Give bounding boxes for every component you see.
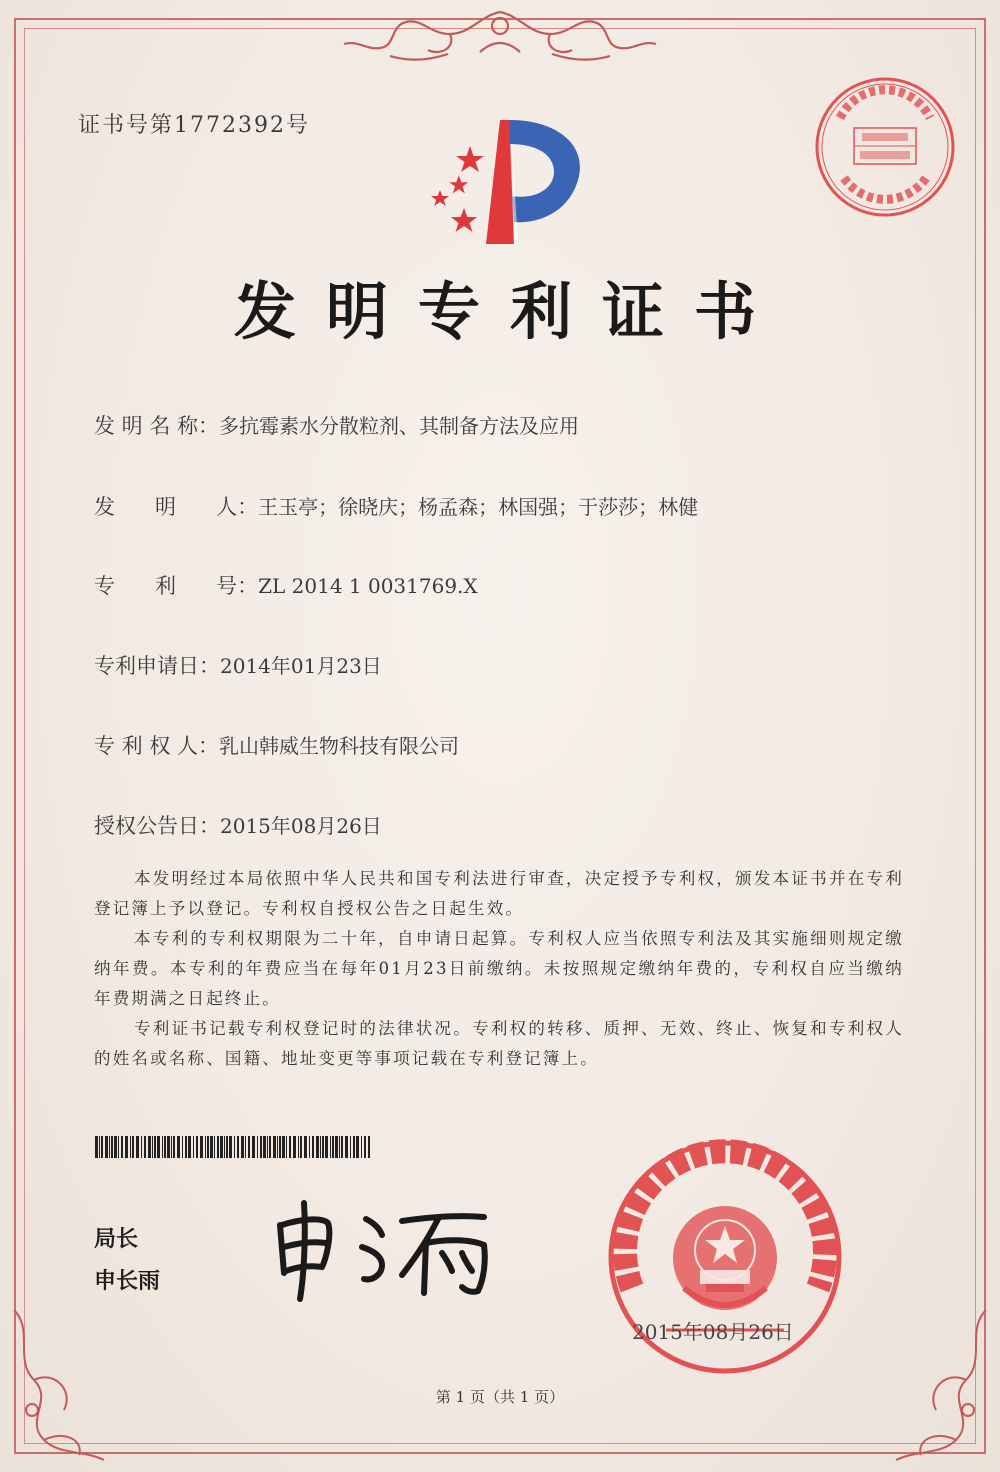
field-filing-date (94, 650, 382, 680)
field-patentee (94, 730, 459, 760)
corner-ornament-icon (886, 1300, 996, 1470)
stamp-date: 2015年08月26日 (632, 1320, 794, 1344)
patent-office-logo-icon (418, 116, 598, 251)
signature-icon (270, 1195, 510, 1305)
field-patent-number (94, 570, 478, 600)
patent-number-label: 专 利 号： (94, 574, 259, 598)
director-title: 局长 (94, 1227, 139, 1252)
tax-stamp-seal-icon (812, 74, 958, 220)
invention-name-value: 多抗霉素水分散粒剂、其制备方法及应用 (219, 414, 580, 438)
invention-name-label: 发 明 名 称： (94, 414, 220, 438)
patentee-label: 专 利 权 人： (94, 734, 220, 758)
field-inventors (94, 491, 698, 521)
barcode-icon (95, 1136, 370, 1158)
patentee-value: 乳山韩威生物科技有限公司 (219, 734, 460, 758)
grant-date-value: 2015年08月26日 (220, 814, 382, 838)
filing-date-value: 2014年01月23日 (220, 654, 382, 678)
legal-paragraph: 本发明经过本局依照中华人民共和国专利法进行审查，决定授予专利权，颁发本证书并在专利登记簿上予以登记。专利权自授权公告之日起生效。 (94, 869, 904, 918)
legal-paragraph: 本专利的专利权期限为二十年，自申请日起算。专利权人应当依照专利法及其实施细则规定缴纳年费。本专利的年费应当在每年01月23日前缴纳。未按照规定缴纳年费的，专利权自应当缴纳年费期满之日起终止。 (94, 929, 904, 1008)
certificate-number: 证书号第1772392号 (78, 113, 310, 138)
legal-paragraph: 专利证书记载专利权登记时的法律状况。专利权的转移、质押、无效、终止、恢复和专利权人的姓名或名称、国籍、地址变更等事项记载在专利登记簿上。 (94, 1019, 904, 1068)
patent-number-value: ZL 2014 1 0031769.X (258, 574, 478, 598)
filing-date-label: 专利申请日： (94, 654, 220, 678)
field-invention-name (94, 410, 579, 440)
grant-date-label: 授权公告日： (94, 814, 220, 838)
top-ornament-icon (330, 4, 670, 68)
document-title: 发明专利证书 (233, 275, 786, 348)
inventors-value: 王玉亭；徐晓庆；杨孟森；林国强；于莎莎；林健 (258, 495, 699, 519)
legal-text (94, 864, 904, 1074)
page-number: 第 1 页（共 1 页） (435, 1388, 565, 1406)
corner-ornament-icon (4, 1300, 114, 1470)
field-grant-date (94, 810, 382, 840)
director-name: 申长雨 (94, 1269, 161, 1294)
inventors-label: 发 明 人： (94, 495, 259, 519)
